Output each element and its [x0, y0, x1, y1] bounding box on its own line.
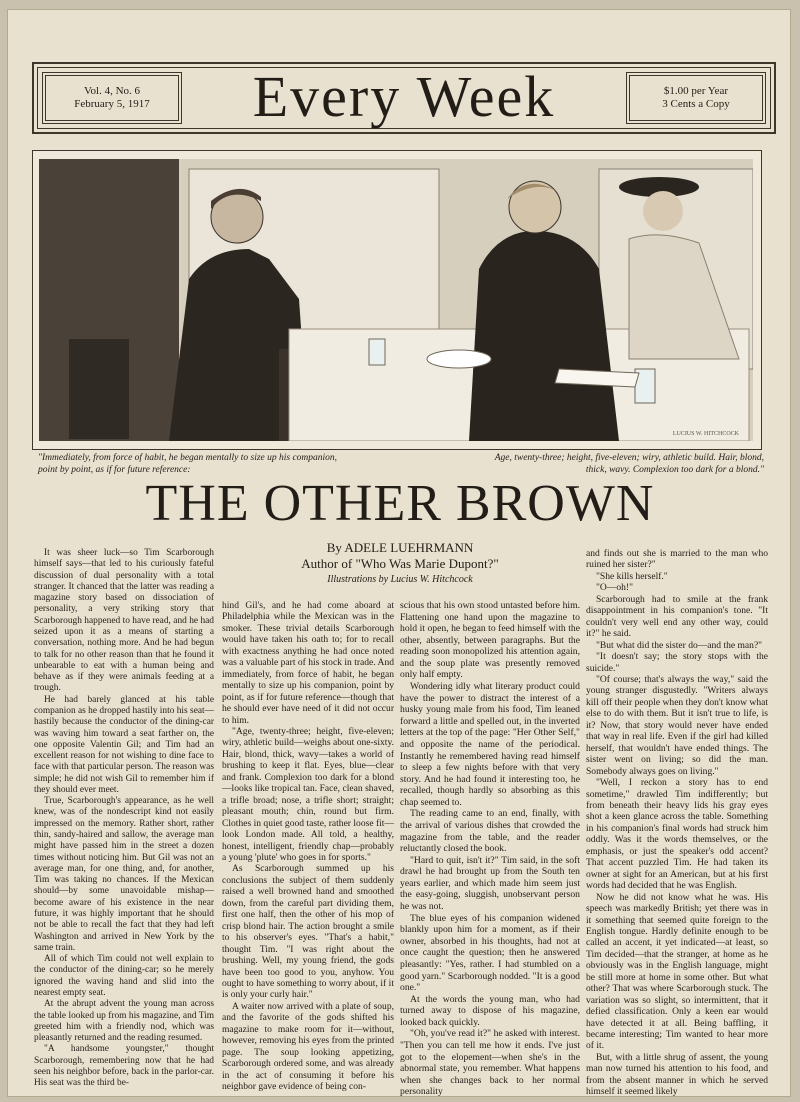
issue-date: February 5, 1917 — [74, 98, 150, 110]
paragraph: He had barely glanced at his table companion as he dropped hastily into his seat—hastily because the conductor of the dining-car was waving him toward a seat farther on, the one opposite Valentin Gil; and Tim had an excellent reason for not wishing to dine face to face with that particular person. The reason was simple; he did not wish Gil to remember him if they should ever meet. — [34, 694, 214, 795]
paragraph: and finds out she is married to the man who ruined her sister?" — [586, 548, 768, 571]
paragraph: "O—oh!" — [596, 582, 633, 594]
illustration — [32, 150, 762, 450]
dining-car-illustration — [39, 159, 753, 441]
price-copy: 3 Cents a Copy — [662, 98, 730, 110]
column-2 — [222, 600, 394, 1098]
paragraph: Wondering idly what literary product could have the power to distract the interest of a husky young male from his food, Tim leaned forward a little and spelled out, in the inverted letters at the top of the page: "Her Other Self," and opposite the name of the periodical. Instantly he remembered having read himself to sleep a few nights before with that very story. And he had found it interesting too, he recalled, though hardly so absorbing as this chap seemed to. — [400, 681, 580, 808]
paragraph: "Age, twenty-three; height, five-eleven; wiry, athletic build—weighs about one-sixty. Hair, blond, thick, wavy—takes a world of brushing to keep it flat. Eyes, blue—clear and frank. Complexion too dark for a blond—looks like tropical tan. Face, clean shaved, a trifle broad; nose, a trifle short; straight; pleasant mouth; chin, round but firm. Clothes in quiet good taste, rather loose fit—look London made. All told, a healthy, honest, intelligent, friendly chap—probably a young 'plute' who goes in for sports." — [222, 725, 394, 863]
paragraph: hind Gil's, and he had come aboard at Philadelphia while the Mexican was in the smoker. These trivial details Scarborough would have taken his oath to; for to recall with exactness anything he had once noted was a valuable part of his stock in trade. And immediately, from force of habit, he began mentally to size up his companion, point by point, as if for future reference—though that he should ever have need of it did not occur to him. — [222, 600, 394, 726]
paragraph: True, Scarborough's appearance, as he well knew, was of the nondescript kind not easily impressed on the memory. Rather short, rather thin, sandy-haired and sallow, the average man might have passed him in the street a dozen times without noticing him. But Gil was not an average man, for one thing, and, for another, Tim was taking no chances. If the Mexican should—by some unavoidable mishap—become aware of his existence in the near future, it was highly important that he should not be able to recall the fact that they had left Washington and arrived in New York by the same train. — [34, 796, 214, 953]
paragraph: The blue eyes of his companion widened blankly upon him for a moment, as if their owner, absorbed in his thoughts, had not at once caught the question; then he answered pleasantly: "Yes, rather. I had stumbled on a good yarn." Scarborough nodded. "It is a good one." — [400, 912, 580, 994]
paragraph: "Hard to quit, isn't it?" Tim said, in the soft drawl he had brought up from the South ten years earlier, and which made him seem just the easy-going, sluggish, unobservant person he was not. — [400, 854, 580, 913]
column-4 — [586, 548, 768, 1098]
paragraph: At the abrupt advent the young man across the table looked up from his magazine, and Tim greeted him with a friendly nod, which was pleasantly returned and the reading resumed. — [34, 999, 214, 1044]
issue-volume: Vol. 4, No. 6 — [83, 85, 141, 97]
paragraph: "Oh, you've read it?" he asked with interest. "Then you can tell me how it ends. I've just got to the elopement—when she's in the abnormal state, you remember. What happens when she changes back to her normal personality — [400, 1028, 580, 1098]
paragraph: "But what did the sister do—and the man?" — [596, 639, 763, 651]
caption-left: "Immediately, from force of habit, he began mentally to size up his companion, point by point, as if for future reference: — [38, 453, 338, 475]
paragraph: At the words the young man, who had turned away to dispose of his magazine, looked back quickly. — [400, 993, 580, 1028]
paragraph: All of which Tim could not well explain to the conductor of the dining-car; so he merely ignored the waving hand and slid into the nearest empty seat. — [34, 954, 214, 998]
magazine-title: Every Week — [252, 64, 556, 129]
paragraph: The reading came to an end, finally, with the arrival of various dishes that crowded the magazine from the table, and the reader reluctantly closed the book. — [400, 808, 580, 855]
paragraph: "A handsome youngster," thought Scarborough, remembering now that he had seen his neighbor before, back in the parlor-car. His seat was the third be- — [34, 1044, 214, 1089]
price-box — [626, 72, 766, 124]
paragraph: It was sheer luck—so Tim Scarborough himself says—that led to his curiously fateful discussion of dual personality with a total stranger. It chanced that the latter was reading a magazine story based on dissociation of personality, a very striking story that Scarborough happened to have read, and he had seized upon it as a means of starting a conversation, nothing more. And he had begun to talk for no other reason than that he found it unbearable to eat with a human being and behave as if they were animals feeding at a trough. — [34, 548, 214, 694]
author-note: Author of "Who Was Marie Dupont?" — [301, 556, 499, 571]
paragraph: Scarborough had to smile at the frank disappointment in his companion's tone. "It couldn't very well end any other way, could it?" he said. — [586, 593, 768, 640]
paragraph: "Of course; that's always the way," said the young stranger disgustedly. "Writers always kill off their people when they don't know what else to do with them. But it isn't true to life, is it? Now, that story would never have ended that way in real life. Even if the girl had killed herself, that wouldn't have ended things. The sister went on living; so did the man. Somebody always goes on living." — [586, 673, 768, 777]
illustrator-credit: Illustrations by Lucius W. Hitchcock — [327, 574, 473, 585]
paragraph: As Scarborough summed up his conclusions the subject of them suddenly raised a well browned hand and smoothed down, from the careful part dividing them, first one half, then the other of his mop of crisp blond hair. The action brought a smile to his observer's eyes. "That's a habit," thought Tim. "I was right about the brushing. Well, my young friend, the gods have been too good to you, anyhow. You ought to have something to worry about, if it is only your curly hair." — [222, 863, 394, 1001]
author-byline: By ADELE LUEHRMANN — [326, 540, 474, 555]
paragraph: A waiter now arrived with a plate of soup, and the favorite of the gods shifted his magazine to make room for it—without, however, removing his eyes from the printed page. The soup looking appetizing, Scarborough ordered some, and was already in the act of consuming it before his neighbor gave evidence of being con- — [222, 1000, 394, 1093]
column-3 — [400, 600, 580, 1098]
article-title: THE OTHER BROWN — [145, 475, 655, 532]
paragraph: Now he did not know what he was. His speech was markedly British; yet there was in it something that seemed quite foreign to the English tongue. Hardly definite enough to be called an accent, it yet indicated—at least, so Tim decided—that the stranger, at home as he obviously was in the English language, might be still more at home in some other. But what other? That was where Scarborough stuck. The variation was so slight, so intermittent, that it defied classification. Only a keen ear would have detected it at all. Being baffling, it became interesting; Tim wanted to hear more of it. — [586, 891, 768, 1052]
masthead — [32, 62, 776, 134]
paragraph: But, with a little shrug of assent, the young man now turned his attention to his food, and from the absent manner in which he served himself it seemed likely — [586, 1051, 768, 1098]
paragraph: "It doesn't say; the story stops with the suicide." — [586, 651, 768, 674]
issue-info-box — [42, 72, 182, 124]
illustrator-signature: LUCIUS W. HITCHCOCK — [672, 431, 739, 437]
paragraph: scious that his own stood untasted before him. Flattening one hand upon the magazine to hold it open, he began to feed himself with the other, absently, between paragraphs. But the reading soon monopolized his attention again, and the soup plate was presently removed only half empty. — [400, 600, 580, 681]
paragraph: "She kills herself." — [596, 570, 668, 582]
price-year: $1.00 per Year — [663, 85, 729, 97]
paragraph: "Well, I reckon a story has to end sometime," drawled Tim indifferently; but from beneath their heavy lids his gray eyes shot a keen glance across the table. Something in his companion's final words had struck him oddly. Was it the words themselves, or the emphasis, or just the speaker's odd accent? That accent puzzled Tim. He had taken its owner at sight for an American, but at his first words had decided that he was English. — [586, 777, 768, 892]
column-1 — [34, 548, 214, 1098]
caption-right: Age, twenty-three; height, five-eleven; wiry, athletic build. Hair, blond, thick, wavy. Complexion too dark for a blond." — [494, 453, 764, 475]
